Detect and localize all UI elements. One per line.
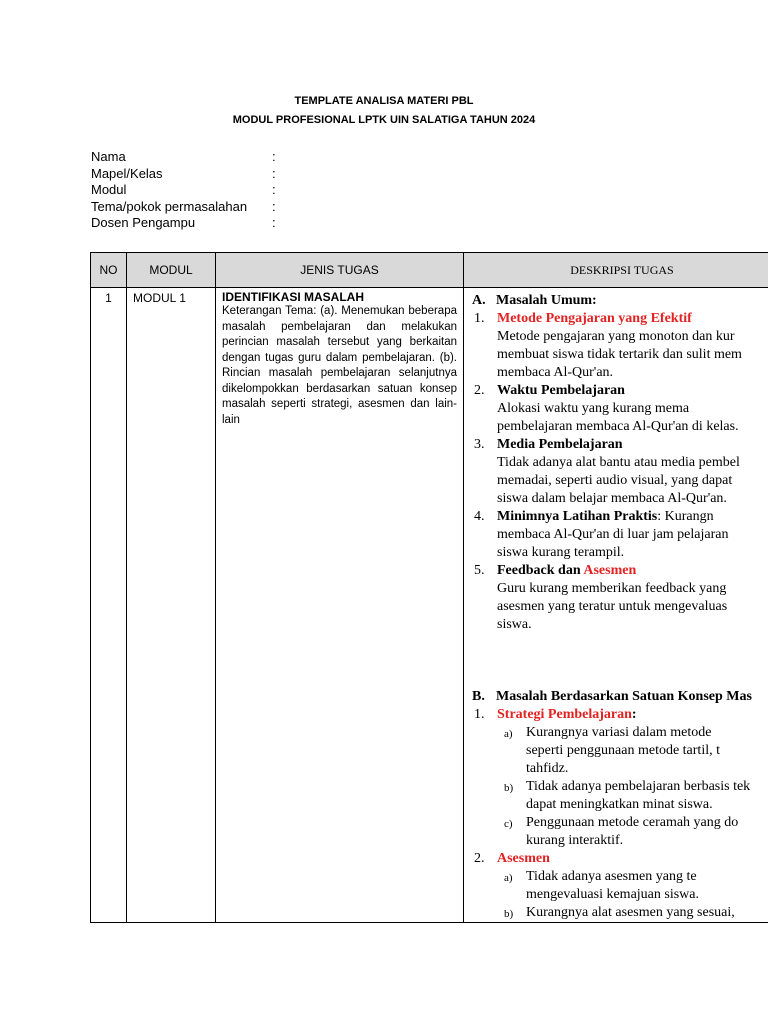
item-text: Alokasi waktu yang kurang mema (497, 401, 690, 416)
field-dosen (91, 215, 276, 232)
sub-letter: a) (504, 872, 513, 884)
sub-text-line: dapat meningkatkan minat siswa. (526, 797, 713, 812)
document-subtitle: MODUL PROFESIONAL LPTK UIN SALATIGA TAHUN 2024 (232, 114, 536, 126)
field-label: Dosen Pengampu (91, 215, 196, 230)
item-text: siswa. (497, 617, 532, 632)
list-item (472, 436, 768, 454)
sub-item (472, 724, 768, 742)
sub-text: Penggunaan metode ceramah yang do (526, 815, 739, 830)
task-table (90, 252, 768, 923)
table-header-row (91, 253, 768, 288)
document-title: TEMPLATE ANALISA MATERI PBL (294, 95, 474, 107)
item-text: pembelajaran membaca Al-Qur'an di kelas. (497, 419, 739, 434)
item-text: memadai, seperti audio visual, yang dapat (497, 473, 733, 488)
list-item (472, 310, 768, 328)
cell-deskripsi (464, 288, 768, 923)
item-number: 2. (474, 851, 485, 866)
jenis-description: Keterangan Tema: (a). Menemukan beberapa masalah pembelajaran dan melakukan perincian masalah tersebut yang berkaitan dengan tugas guru dalam pembelajaran. (b). Rincian masalah pembelajaran selanjutnya dikelompokkan berdasarkan satuan konsep masalah seperti strategi, asesmen dan lain-lain (222, 305, 457, 426)
field-tema (91, 199, 276, 216)
item-text: Guru kurang memberikan feedback yang (497, 581, 727, 596)
sub-text: Kurangnya alat asesmen yang sesuai, (526, 905, 735, 920)
header-modul: MODUL (127, 253, 216, 288)
sub-text-line: mengevaluasi kemajuan siswa. (526, 887, 700, 902)
field-modul (91, 182, 276, 199)
item-heading-tail: : Kurangn (657, 509, 714, 524)
item-number: 2. (474, 383, 485, 398)
item-text: asesmen yang teratur untuk mengevaluas (497, 599, 728, 614)
list-item (472, 850, 768, 868)
item-heading-red: Asesmen (583, 563, 637, 578)
identity-fields (91, 149, 276, 232)
sub-text-line: tahfidz. (526, 761, 569, 776)
item-text: Tidak adanya alat bantu atau media pembel (497, 455, 740, 470)
list-item (472, 562, 768, 580)
list-item (472, 706, 768, 724)
field-colon: : (272, 165, 276, 181)
list-item (472, 508, 768, 526)
table-row (91, 288, 768, 923)
field-colon: : (272, 215, 276, 230)
field-label: Tema/pokok permasalahan (91, 198, 248, 214)
item-text: Metode pengajaran yang monoton dan kur (497, 329, 735, 344)
item-text: membaca Al-Qur'an. (497, 365, 614, 380)
item-heading-tail: : (631, 707, 637, 722)
item-text: membaca Al-Qur'an di luar jam pelajaran (497, 527, 729, 542)
section-letter: B. (472, 689, 485, 704)
list-item (472, 382, 768, 400)
field-colon: : (272, 182, 276, 197)
item-heading: Feedback dan (497, 563, 584, 578)
section-a-heading (472, 292, 768, 310)
item-text: membuat siswa tidak tertarik dan sulit mem (497, 347, 742, 362)
sub-item (472, 904, 768, 922)
section-b-heading (472, 688, 768, 706)
section-title: Masalah Berdasarkan Satuan Konsep Mas (496, 689, 752, 704)
field-label: Nama (91, 149, 126, 164)
item-text: siswa kurang terampil. (497, 545, 625, 560)
sub-text: Tidak adanya asesmen yang te (526, 869, 697, 884)
cell-jenis-tugas (216, 288, 464, 923)
item-number: 3. (474, 437, 485, 452)
item-heading: Asesmen (497, 851, 550, 866)
field-mapel-kelas (91, 166, 276, 183)
item-heading: Strategi Pembelajaran (497, 707, 632, 722)
header-no: NO (91, 253, 127, 288)
sub-letter: b) (504, 908, 514, 920)
item-number: 4. (474, 509, 485, 524)
cell-modul: MODUL 1 (127, 288, 216, 923)
sub-text: Tidak adanya pembelajaran berbasis tek (526, 779, 751, 794)
spacer (472, 634, 768, 688)
item-heading: Metode Pengajaran yang Efektif (497, 311, 692, 326)
section-title: Masalah Umum: (496, 293, 597, 308)
section-letter: A. (472, 293, 486, 308)
field-label: Modul (91, 182, 127, 197)
sub-item (472, 868, 768, 886)
item-text: siswa dalam belajar membaca Al-Qur'an. (497, 491, 727, 506)
item-heading: Media Pembelajaran (497, 437, 623, 452)
item-heading: Minimnya Latihan Praktis (497, 509, 658, 524)
field-colon: : (272, 198, 276, 214)
sub-item (472, 814, 768, 832)
item-heading: Waktu Pembelajaran (497, 383, 625, 398)
field-label: Mapel/Kelas (91, 165, 163, 181)
header-jenis-tugas: JENIS TUGAS (216, 253, 464, 288)
cell-no: 1 (91, 288, 127, 923)
header-deskripsi-tugas: DESKRIPSI TUGAS (464, 253, 768, 288)
jenis-title: IDENTIFIKASI MASALAH (222, 290, 364, 304)
sub-text: Kurangnya variasi dalam metode (526, 725, 712, 740)
sub-letter: c) (504, 818, 513, 830)
sub-item (472, 778, 768, 796)
item-number: 1. (474, 707, 485, 722)
field-nama (91, 149, 276, 166)
item-number: 5. (474, 563, 485, 578)
sub-text-line: kurang interaktif. (526, 833, 624, 848)
sub-text-line: seperti penggunaan metode tartil, t (526, 743, 720, 758)
item-number: 1. (474, 311, 485, 326)
field-colon: : (272, 149, 276, 164)
sub-letter: b) (504, 782, 514, 794)
sub-letter: a) (504, 728, 513, 740)
